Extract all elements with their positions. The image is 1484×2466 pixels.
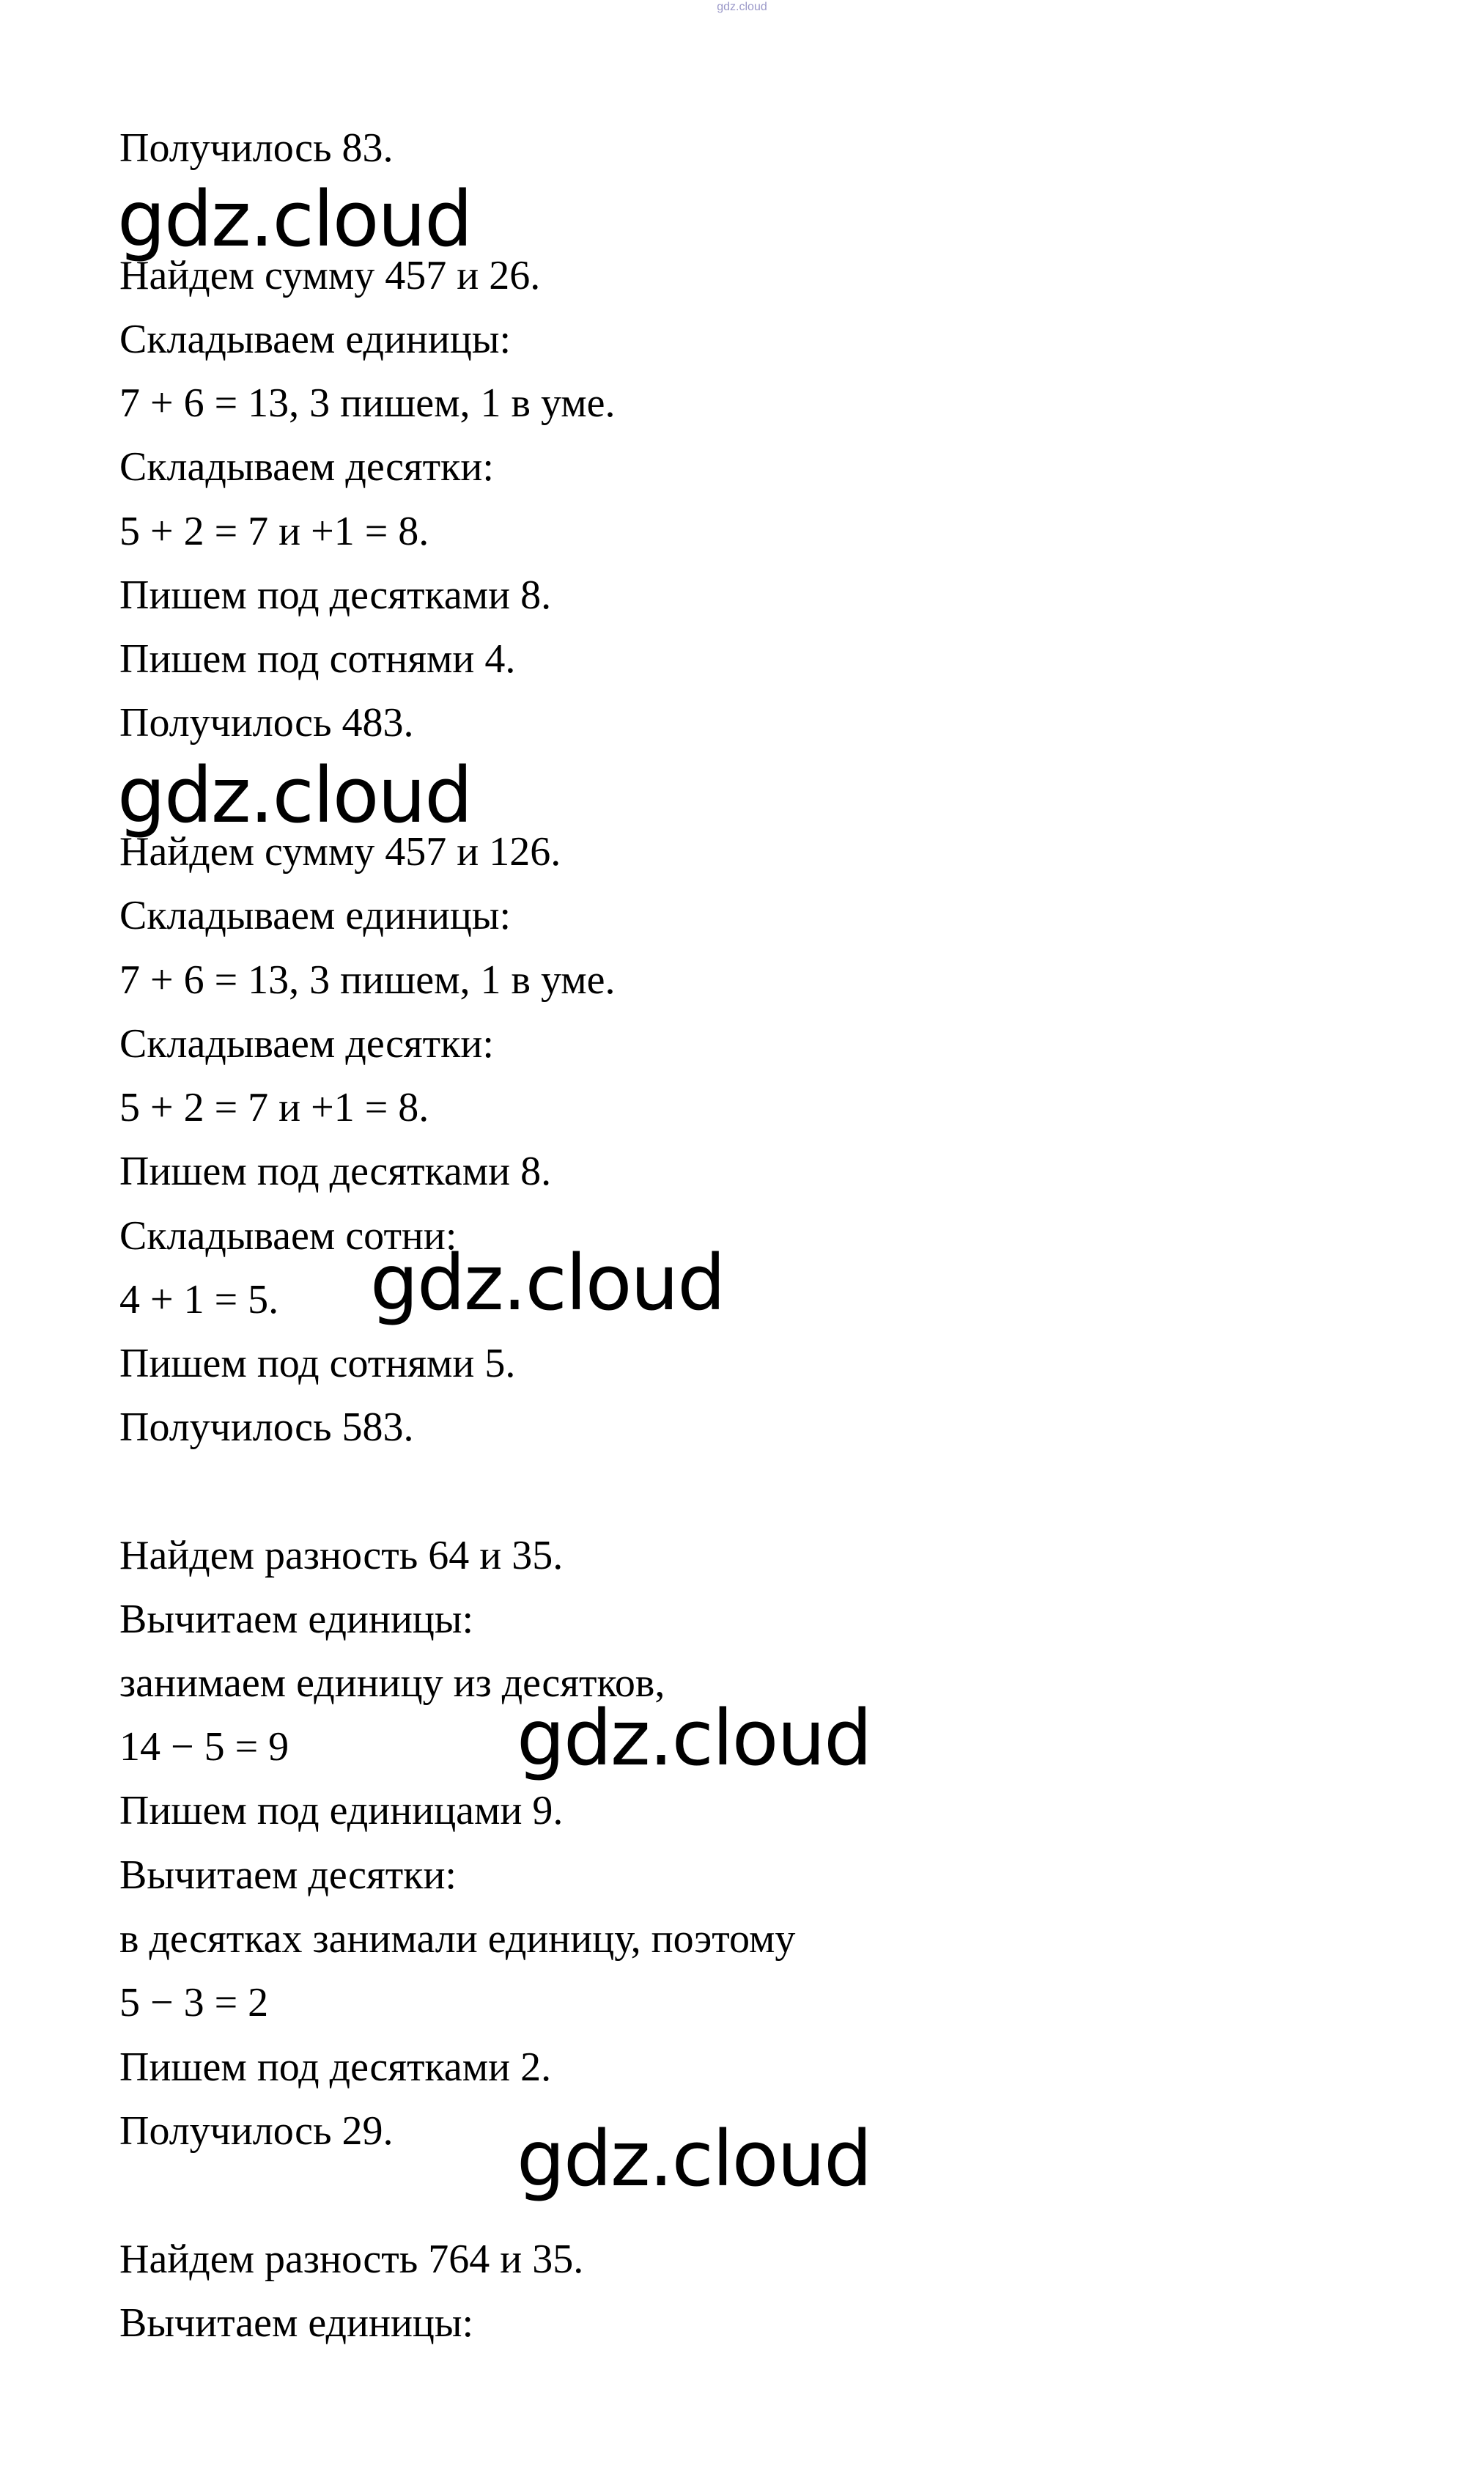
watermark-logo: gdz.cloud [370,1238,725,1328]
watermark-logo: gdz.cloud [117,751,472,840]
text-line: занимаем единицу из десятков, [119,1660,665,1706]
text-line: Пишем под сотнями 4. [119,636,516,682]
text-line: в десятках занимали единицу, поэтому [119,1916,796,1962]
watermark-logo: gdz.cloud [517,2114,871,2204]
text-line: 5 + 2 = 7 и +1 = 8. [119,1085,429,1130]
text-line: Найдем сумму 457 и 26. [119,253,541,298]
text-line: Складываем десятки: [119,444,494,490]
text-line: 4 + 1 = 5. [119,1277,279,1322]
text-line: 5 + 2 = 7 и +1 = 8. [119,509,429,554]
text-line: Складываем десятки: [119,1021,494,1067]
text-line: Складываем сотни: [119,1213,457,1259]
watermark-logo: gdz.cloud [117,174,472,264]
text-line: Вычитаем единицы: [119,2300,474,2346]
text-line: Пишем под десятками 8. [119,573,552,618]
text-line: Пишем под десятками 8. [119,1149,552,1194]
text-line: 14 − 5 = 9 [119,1724,289,1770]
header-site-mark: gdz.cloud [717,1,767,13]
text-line: Складываем единицы: [119,893,511,938]
text-line: Складываем единицы: [119,317,511,362]
text-line: Получилось 29. [119,2108,394,2154]
text-line: Найдем разность 764 и 35. [119,2237,584,2282]
text-line: 7 + 6 = 13, 3 пишем, 1 в уме. [119,957,616,1003]
text-line: Получилось 83. [119,125,394,171]
text-line: Найдем разность 64 и 35. [119,1533,564,1578]
text-line: Получилось 583. [119,1405,414,1450]
watermark-logo: gdz.cloud [517,1693,871,1783]
text-line: Вычитаем единицы: [119,1597,474,1642]
text-line: Пишем под десятками 2. [119,2044,552,2090]
text-line: Вычитаем десятки: [119,1852,457,1898]
text-line: Найдем сумму 457 и 126. [119,829,561,875]
text-line: Получилось 483. [119,700,414,746]
text-line: Пишем под сотнями 5. [119,1341,516,1386]
text-line: 7 + 6 = 13, 3 пишем, 1 в уме. [119,380,616,426]
text-line: Пишем под единицами 9. [119,1788,564,1833]
text-line: 5 − 3 = 2 [119,1980,269,2025]
